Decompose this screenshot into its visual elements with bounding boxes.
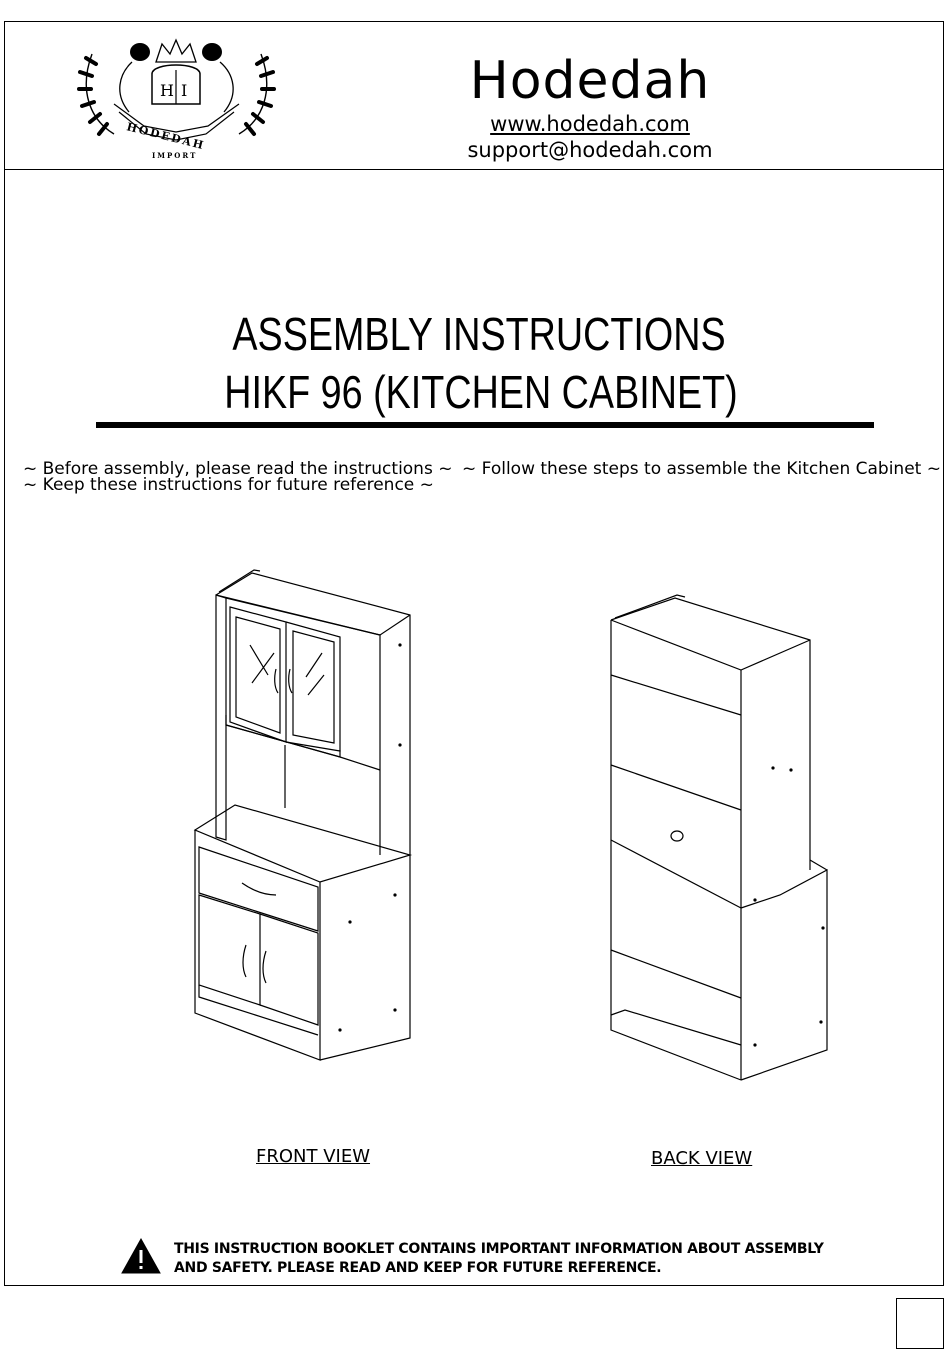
hodedah-logo (74, 34, 279, 166)
safety-warning: THIS INSTRUCTION BOOKLET CONTAINS IMPORTANT INFORMATION ABOUT ASSEMBLY AND SAFETY. PLEASE READ AND KEEP FOR FUTURE REFERENCE. (174, 1241, 824, 1276)
note-keep: ~ Keep these instructions for future reference ~ (23, 475, 434, 495)
logo-monogram-i: I (181, 81, 188, 100)
note-read-first: ~ Before assembly, please read the instructions ~ (23, 459, 453, 479)
logo-sub-text: IMPORT (152, 151, 198, 160)
back-view-drawing (605, 590, 835, 1085)
logo-monogram-h: H (160, 81, 174, 100)
logo-arc-text: HODEDAH (125, 120, 207, 153)
front-view-label: FRONT VIEW (256, 1146, 371, 1167)
document-subtitle: HIKF 96 (KITCHEN CABINET) (224, 366, 738, 418)
page-number-box (896, 1298, 944, 1349)
support-email[interactable]: support@hodedah.com (467, 138, 713, 162)
title-underline (96, 422, 874, 428)
back-view-label: BACK VIEW (651, 1148, 753, 1169)
warning-icon (121, 1238, 161, 1274)
front-view-drawing (190, 565, 420, 1065)
document-title: ASSEMBLY INSTRUCTIONS (232, 308, 726, 360)
header-divider (4, 169, 944, 170)
website-link[interactable]: www.hodedah.com (490, 112, 690, 136)
note-follow-steps: ~ Follow these steps to assemble the Kitchen Cabinet ~ (462, 459, 941, 479)
brand-name: Hodedah (469, 51, 711, 111)
